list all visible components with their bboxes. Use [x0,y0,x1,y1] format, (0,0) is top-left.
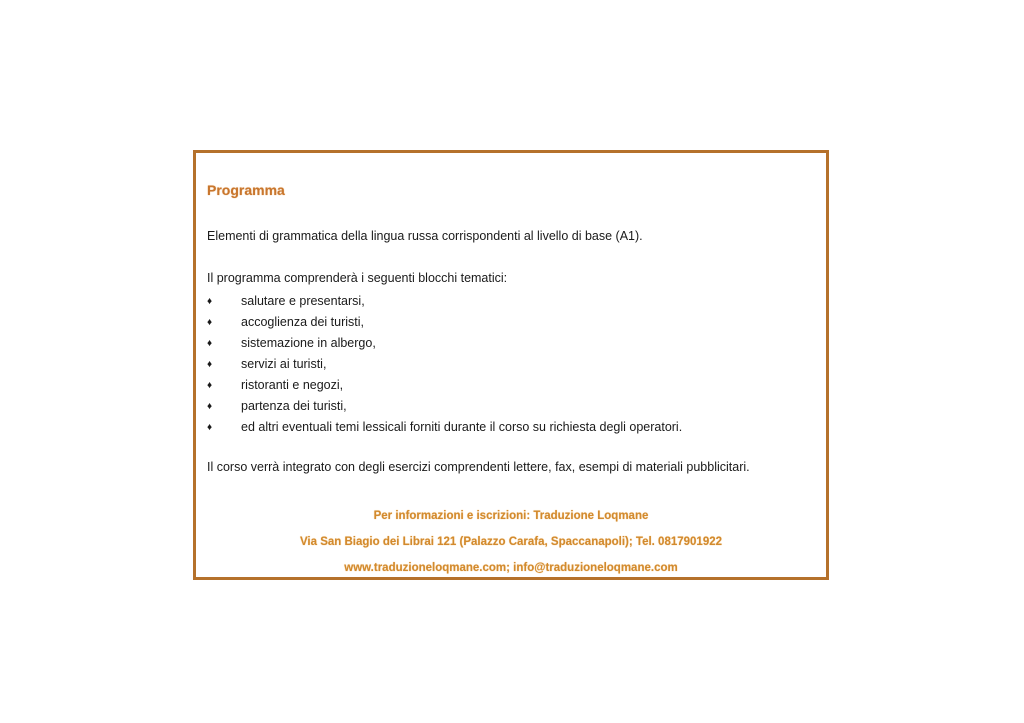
topic-text: accoglienza dei turisti, [241,315,364,329]
info-line: Per informazioni e iscrizioni: Traduzione Loqmane [373,510,649,522]
diamond-bullet-icon: ♦ [207,296,213,307]
topics-list [207,291,682,438]
diamond-bullet-icon: ♦ [207,401,213,412]
contact-line: www.traduzioneloqmane.com; info@traduzioneloqmane.com [344,562,678,574]
diamond-bullet-icon: ♦ [207,380,213,391]
list-item [207,333,682,354]
topic-text: servizi ai turisti, [241,357,327,371]
topic-text: ristoranti e negozi, [241,378,344,392]
list-item [207,375,682,396]
level-paragraph: Elementi di grammatica della lingua russa corrispondenti al livello di base (A1). [207,229,643,243]
topic-text: ed altri eventuali temi lessicali forniti durante il corso su richiesta degli operatori. [241,420,683,434]
intro-paragraph: Il programma comprenderà i seguenti blocchi tematici: [207,271,508,285]
program-title: Programma [207,182,285,198]
list-item [207,354,682,375]
program-box [193,150,829,580]
diamond-bullet-icon: ♦ [207,317,213,328]
diamond-bullet-icon: ♦ [207,359,213,370]
topic-text: sistemazione in albergo, [241,336,376,350]
topic-text: partenza dei turisti, [241,399,347,413]
diamond-bullet-icon: ♦ [207,338,213,349]
address-line: Via San Biagio dei Librai 121 (Palazzo Carafa, Spaccanapoli); Tel. 0817901922 [299,536,723,548]
diamond-bullet-icon: ♦ [207,422,213,433]
topic-text: salutare e presentarsi, [241,294,365,308]
list-item [207,396,682,417]
list-item [207,417,682,438]
list-item [207,291,682,312]
list-item [207,312,682,333]
closing-paragraph: Il corso verrà integrato con degli esercizi comprendenti lettere, fax, esempi di materiali pubblicitari. [207,460,750,474]
